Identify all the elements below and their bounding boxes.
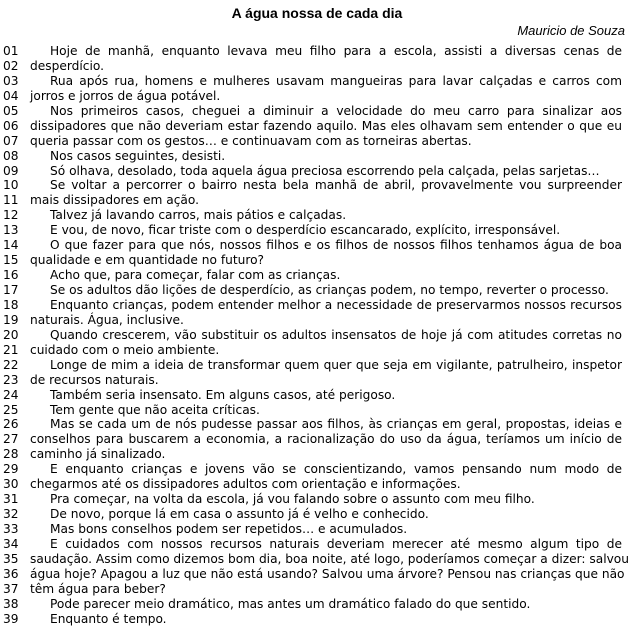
- line-text: Se os adultos dão lições de desperdício, as crianças podem, no tempo, reverter o processo.: [50, 283, 609, 297]
- text-line: [0, 343, 634, 358]
- line-number: 16: [3, 268, 19, 283]
- line-number: 14: [3, 238, 19, 253]
- text-line: [0, 567, 634, 582]
- line-text: E enquanto crianças e jovens vão se conscientizando, vamos pensando num modo de: [50, 462, 622, 477]
- line-number: 20: [3, 327, 19, 342]
- line-text: E vou, de novo, ficar triste com o desperdício escancarado, explícito, irresponsável.: [50, 223, 561, 238]
- line-number: 33: [3, 522, 19, 536]
- text-line: [0, 492, 634, 507]
- text-line: [0, 358, 634, 373]
- line-text: saudação. Assim como dizemos bom dia, boa noite, até logo, poderíamos começar a dizer: salvou: [30, 551, 629, 566]
- text-line: [0, 477, 634, 492]
- line-text: água hoje? Apagou a luz que não está usando? Salvou uma árvore? Pensou nas crianças que não: [30, 566, 625, 581]
- line-text: conselhos para buscarem a economia, a racionalização do uso da água, teríamos um início de: [30, 432, 622, 447]
- line-number: 06: [3, 118, 19, 133]
- text-line: [0, 149, 634, 164]
- line-text: Tem gente que não aceita críticas.: [50, 402, 260, 417]
- line-number: 29: [3, 462, 19, 477]
- line-text: queria passar com os gestos… e continuavam com as torneiras abertas.: [30, 133, 472, 148]
- line-number: 02: [3, 58, 19, 73]
- line-text: Acho que, para começar, falar com as crianças.: [50, 268, 341, 283]
- text-line: [0, 447, 634, 462]
- text-line: [0, 208, 634, 223]
- line-text: chegarmos até os dissipadores adultos com orientação e informações.: [30, 477, 461, 492]
- line-number: 05: [3, 103, 19, 118]
- line-text: Só olhava, desolado, toda aquela água preciosa escorrendo pela calçada, pelas sarjetas…: [50, 163, 600, 178]
- text-line: [0, 119, 634, 134]
- text-line: [0, 74, 634, 89]
- line-number: 30: [3, 477, 19, 492]
- text-line: [0, 417, 634, 432]
- line-number: 24: [3, 387, 19, 402]
- line-number: 34: [3, 536, 19, 551]
- line-number: 04: [3, 88, 19, 103]
- line-number: 23: [3, 372, 19, 387]
- text-line: [0, 59, 634, 74]
- text-line: [0, 268, 634, 283]
- text-line: [0, 104, 634, 119]
- line-number: 32: [3, 507, 19, 522]
- line-number: 11: [3, 193, 19, 208]
- text-line: [0, 373, 634, 388]
- line-text: Se voltar a percorrer o bairro nesta bela manhã de abril, provavelmente vou surpreender: [50, 178, 622, 193]
- line-text: têm água para beber?: [30, 581, 166, 596]
- line-text: Pra começar, na volta da escola, já vou falando sobre o assunto com meu filho.: [50, 492, 535, 507]
- line-number: 22: [3, 357, 19, 372]
- text-line: [0, 388, 634, 403]
- text-line: [0, 223, 634, 238]
- line-text: Enquanto crianças, podem entender melhor a necessidade de preservarmos nossos recursos: [50, 297, 622, 312]
- line-number: 28: [3, 447, 19, 462]
- text-line: [0, 298, 634, 313]
- line-text: Pode parecer meio dramático, mas antes um dramático falado do que sentido.: [50, 596, 531, 611]
- line-number: 08: [3, 148, 19, 163]
- line-number: 27: [3, 432, 19, 447]
- line-text: cuidado com o meio ambiente.: [30, 342, 220, 357]
- line-number: 07: [3, 133, 19, 148]
- line-text: caminho já sinalizado.: [30, 447, 166, 462]
- text-line: [0, 253, 634, 268]
- text-line: [0, 537, 634, 552]
- line-number: 36: [3, 566, 19, 581]
- line-number: 15: [3, 253, 19, 268]
- line-number: 31: [3, 492, 19, 507]
- line-number: 19: [3, 312, 19, 327]
- line-text: de recursos naturais.: [30, 372, 159, 387]
- line-number: 13: [3, 223, 19, 238]
- text-line: [0, 597, 634, 612]
- line-text: De novo, porque lá em casa o assunto já é velho e conhecido.: [50, 507, 429, 522]
- document-author: Mauricio de Souza: [517, 23, 625, 38]
- line-number: 12: [3, 208, 19, 223]
- line-text: E cuidados com nossos recursos naturais deveriam merecer até mesmo algum tipo de: [50, 536, 622, 551]
- line-number: 37: [3, 581, 19, 596]
- text-line: [0, 582, 634, 597]
- text-line: [0, 432, 634, 447]
- line-text: mais dissipadores em ação.: [30, 193, 200, 208]
- line-number: 38: [3, 596, 19, 611]
- text-line: [0, 44, 634, 59]
- text-line: [0, 403, 634, 418]
- line-text: O que fazer para que nós, nossos filhos e os filhos de nossos filhos tenhamos água de boa: [50, 238, 622, 253]
- line-number: 01: [3, 44, 19, 58]
- line-number: 39: [3, 611, 19, 626]
- line-text: Mas se cada um de nós pudesse passar aos filhos, às crianças em geral, propostas, ideias e: [50, 417, 622, 432]
- line-text: Nos primeiros casos, cheguei a diminuir a velocidade do meu carro para sinalizar aos: [50, 103, 622, 118]
- numbered-text-body: [0, 44, 634, 627]
- line-number: 21: [3, 342, 19, 357]
- text-line: [0, 552, 634, 567]
- line-text: Hoje de manhã, enquanto levava meu filho para a escola, assisti a diversas cenas de: [50, 44, 622, 58]
- line-text: dissipadores que não deveriam estar fazendo aquilo. Mas eles olhavam sem entender o que eu: [30, 118, 622, 133]
- text-line: [0, 193, 634, 208]
- line-number: 25: [3, 402, 19, 417]
- line-text: Mas bons conselhos podem ser repetidos… e acumulados.: [50, 522, 408, 536]
- line-text: qualidade e em quantidade no futuro?: [30, 253, 265, 268]
- line-text: naturais. Água, inclusive.: [30, 312, 184, 327]
- line-text: Enquanto é tempo.: [50, 611, 167, 626]
- line-number: 35: [3, 551, 19, 566]
- text-line: [0, 522, 634, 537]
- text-line: [0, 462, 634, 477]
- text-line: [0, 89, 634, 104]
- text-line: [0, 507, 634, 522]
- line-text: Talvez já lavando carros, mais pátios e calçadas.: [50, 208, 347, 223]
- line-number: 18: [3, 297, 19, 312]
- line-text: Também seria insensato. Em alguns casos, até perigoso.: [50, 387, 396, 402]
- text-line: [0, 164, 634, 179]
- line-text: jorros e jorros de água potável.: [30, 88, 221, 103]
- text-line: [0, 313, 634, 328]
- line-number: 10: [3, 178, 19, 193]
- text-line: [0, 612, 634, 627]
- text-line: [0, 134, 634, 149]
- line-text: desperdício.: [30, 58, 104, 73]
- line-text: Nos casos seguintes, desisti.: [50, 148, 226, 163]
- line-text: Rua após rua, homens e mulheres usavam mangueiras para lavar calçadas e carros com: [50, 73, 622, 88]
- line-text: Quando crescerem, vão substituir os adultos insensatos de hoje já com atitudes corretas no: [50, 327, 622, 342]
- text-line: [0, 178, 634, 193]
- line-number: 26: [3, 417, 19, 432]
- line-number: 09: [3, 163, 19, 178]
- document-title: A água nossa de cada dia: [231, 5, 403, 21]
- line-number: 03: [3, 73, 19, 88]
- line-text: Longe de mim a ideia de transformar quem quer que seja em vigilante, patrulheiro, inspetor: [50, 357, 622, 372]
- text-line: [0, 283, 634, 298]
- text-line: [0, 238, 634, 253]
- line-number: 17: [3, 283, 19, 297]
- text-line: [0, 328, 634, 343]
